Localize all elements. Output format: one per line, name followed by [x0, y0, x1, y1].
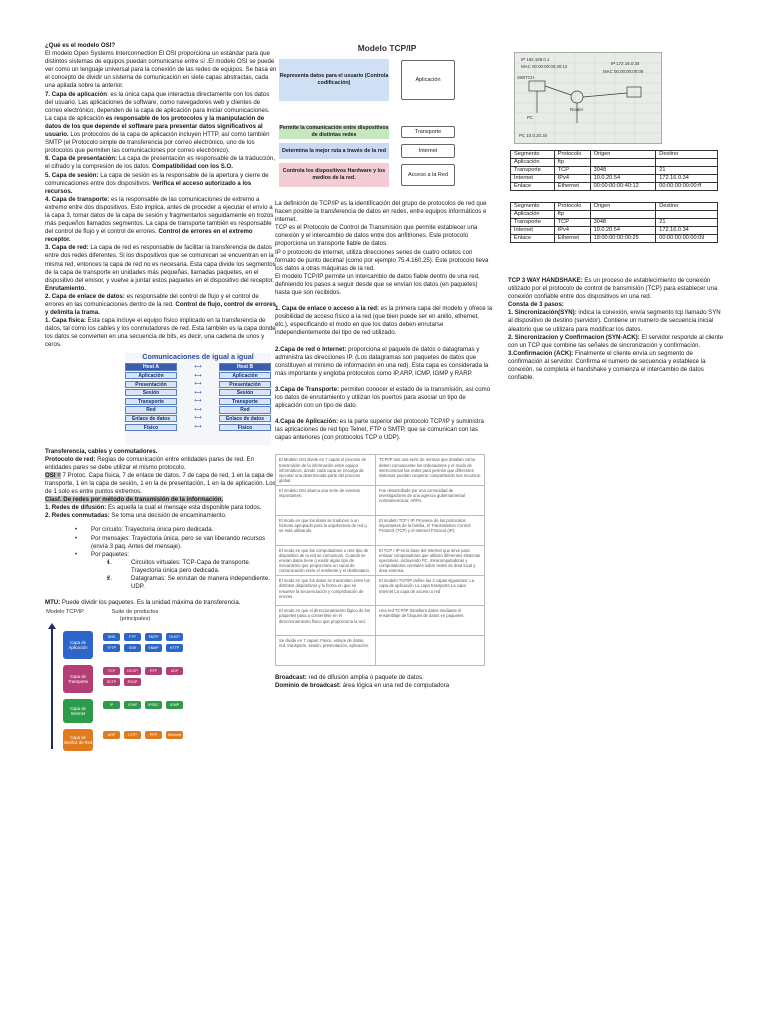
model-row: [279, 124, 455, 140]
table-row: [276, 545, 485, 575]
table-row: [511, 167, 718, 175]
suite-protocol: ICMP: [124, 701, 141, 709]
peer-layer-left: Transporte: [125, 398, 177, 405]
suite-protocol: IPSEC: [145, 701, 162, 709]
table-cell: El modo en que los datos se traducen a un formato apropiado para la arquitectura de red q se está utilizando: [276, 515, 376, 545]
table-cell: Internet: [511, 175, 555, 183]
column-handshake: [508, 52, 724, 382]
suite-protocol: ARP: [103, 731, 120, 739]
table-row: [276, 485, 485, 515]
table-cell: [590, 211, 656, 219]
peer-layer-row: [125, 397, 271, 406]
suite-protocol: SSH: [124, 644, 141, 652]
svg-text:MAC 00:00:00:00:40:12: MAC 00:00:00:00:40:12: [521, 64, 568, 69]
model-row-description: Representa datos para el usuario (Controla codificación): [279, 59, 389, 101]
model-row-layer: Transporte: [401, 126, 455, 138]
table-header: Protocolo: [554, 151, 590, 159]
table-header: Protocolo: [554, 203, 590, 211]
svg-text:PC: PC: [527, 115, 534, 120]
table-header: Segmento: [511, 203, 555, 211]
table-cell: IPv4: [554, 175, 590, 183]
list-item: • 2. Datagramas: Se enrutan de manera independiente. UDP.: [107, 575, 277, 591]
suite-protocol: IGMP: [166, 701, 183, 709]
table-cell: TCP: [554, 167, 590, 175]
layer4-paragraph: 4. Capa de transporte: es la responsable de las comunicaciones de extremo a extremo entre dos dispositivos. Esto implica, antes de proceder a ejecutar el envío a la capa 3, tomar datos de la capa de sesión y fragmentarlos seguidamente en trozos más pequeños llamados segmentos. La capa de transporte también es responsable del control de flujo y el control de errores. Control de errores en el extremo receptor.: [45, 195, 274, 244]
peer-arrow-icon: ⟷: [194, 406, 202, 413]
tcpip-layer2: 2.Capa de red o Internet: proporciona el paquete de datos o datagramas y administra las direcciones IP. (Los datagramas son paquetes de datos que constituyen el mínimo de información en una red). Esta capa es considerada la más importante y engloba protocolos como IP,ARP, ICMP, IGMP y RARP.: [275, 345, 489, 377]
table-cell: Fue desarrollado por una comunidad de investigadores de una agencia gubernamental norteamericana: ARPA.: [376, 485, 485, 515]
tcpip-layer1: 1. Capa de enlace o acceso a la red: es la primera capa del modelo y ofrece la posibilidad de acceso físico a la red (que bien puede ser en anillo, ethernet, etc.), especificando el modo en que los datos deben enrutarse independientemente del tipo de red utilizado.: [275, 305, 493, 337]
peer-layer-row: [125, 414, 271, 423]
segments-table-2: [510, 202, 718, 243]
classification-heading: Clasf. De redes por método de transmisión de la información.: [45, 496, 224, 504]
syn-step: 1. Sincronización(SYN): indica la conexión, envía segmento tcp llamado SYN al dispositivo de destino (servidor). Contiene un numero de secuencia inicial aleatorio que se utilizara para modificar los datos.: [508, 309, 721, 333]
switched-networks: 2. Redes conmutadas: Se toma una decisión de encaminamiento.: [45, 512, 227, 520]
suite-model-title: Modelo TCP/IP: [46, 609, 84, 616]
layer1-bold-cont: Transferencia, cables y conmutadores.: [45, 447, 158, 455]
host-b-label: Host B: [219, 363, 271, 370]
suite-protocol: SNMP: [145, 644, 162, 652]
suite-products-title: Suite de productos (principales): [111, 609, 159, 622]
peer-arrow-icon: ⟷: [194, 415, 202, 422]
suite-arrow-head-icon: [48, 623, 56, 629]
peer-layer-left: Aplicación: [125, 372, 177, 379]
table-cell: Enlace: [511, 183, 555, 191]
packet-types-list: [107, 559, 277, 591]
table-cell: 172.16.0.34: [656, 227, 718, 235]
table-row: [276, 515, 485, 545]
table-cell: 00:00:00:00:00:ff: [656, 183, 718, 191]
list-item: • 1. Circuitos virtuales: TCP-Capa de transporte. Trayectoria única pero dedicada.: [107, 559, 277, 575]
suite-layer: Capa de Internet: [63, 699, 93, 723]
osi-vs-tcpip-table: [275, 454, 485, 666]
table-row: [511, 159, 718, 167]
table-cell: 21: [656, 167, 718, 175]
tcpip-layer4: 4.Capa de Aplicación: es la parte superior del protocolo TCP/IP y suministra las aplicaciones de red tipo Telnet, FTP o SMTP, que se comunican con las capas anteriores (con protocolos TCP o UDP).: [275, 418, 484, 442]
peer-layer-row: [125, 380, 271, 389]
broadcast-paragraph: Broadcast: red de difusión amplia o paquete de datos.: [275, 674, 424, 682]
table-cell: El Modelo OSI divide en 7 capas el proceso de transmisión de la información entre equipo informáticos, donde cada capa se encarga de ejecutar una determinada parte del proceso global.: [276, 455, 376, 485]
suite-protocol: DHCP: [166, 633, 183, 641]
table-cell: 172.16.0.34: [656, 175, 718, 183]
ip-definition: IP o protocolo de internet, utiliza direcciones series de cuatro octetos con formato de punto decimal (como por ejemplo 75.4.160.25). Este protocolo lleva los datos a otras máquinas de la red.: [275, 248, 489, 272]
model-row-layer: Internet: [401, 144, 455, 158]
table-cell: 21: [656, 219, 718, 227]
svg-text:Router: Router: [570, 107, 584, 112]
table-cell: El modo en que las computadoras u otro tipo de dispositivo de la red se comunican. Cuando se envían datos tiene q existir algún tipo de mecanismo que proporcione un canal de comunicación entre el remitente y el destinatario.: [276, 545, 376, 575]
suite-axis-arrow: [51, 627, 53, 749]
peer-layer-right: Sesión: [219, 389, 271, 396]
model-row-layer: Aplicación: [401, 60, 455, 100]
peer-layer-left: Sesión: [125, 389, 177, 396]
peer-layer-right: Físico: [219, 424, 271, 431]
peer-layer-left: Presentación: [125, 381, 177, 388]
table-cell: Aplicación: [511, 211, 555, 219]
layer3-paragraph: 3. Capa de red: La capa de red es responsable de facilitar la transferencia de datos entre dos redes diferentes. Si los dispositivos que se comunican se encuentran en la misma red, entonces la capa de red no es necesaria. Esta capa divide los segmentos de la capa de transporte en unidades más pequeñas, llamadas paquetes, en el dispositivo del emisor, y vuelve a juntar estos paquetes en el dispositivo del receptor. Enrutamiento.: [45, 244, 276, 292]
peer-layer-row: [125, 388, 271, 397]
table-cell: ftp: [554, 211, 590, 219]
table-header-row: [511, 151, 718, 159]
table-cell: El modelo OSI abarca una serie de eventos importantes:: [276, 485, 376, 515]
table-row: [511, 211, 718, 219]
ack-step: 3.Confirmación (ACK): Finalmente el cliente envía un segmento de confirmación al servidor. Confirma el numero de secuencia y establece la conexión, se completa el handshake y comienza el intercambio de datos confiable.: [508, 349, 706, 382]
table-row: [511, 235, 718, 243]
peer-layer-row: [125, 371, 271, 380]
table-cell: Enlace: [511, 235, 555, 243]
layer2-paragraph: 2. Capa de enlace de datos: es responsable del control de flujo y el control de errores en las comunicaciones dentro de la red. Control de flujo, control de errores y delimita la trama.: [45, 292, 276, 317]
table-cell: TCP/IP son una serie de normas que detallan cómo deben comunicarse los ordenadores y el modo de interconectar las redes para permitir que diferentes sistemas puedan cooperar compartiendo sus recursos.: [376, 455, 485, 485]
suite-protocol: UDP: [166, 667, 183, 675]
suite-protocol: L2TP: [124, 731, 141, 739]
suite-protocol: Ethernet: [167, 733, 182, 738]
suite-protocol: PPP: [145, 731, 162, 739]
model-row: [279, 162, 455, 188]
layer6-paragraph: 6. Capa de presentación: La capa de presentación es responsable de la traducción, el cifrado y la compresión de los datos. Compatibilidad con los S.O.: [45, 155, 276, 171]
table-row: [276, 606, 485, 636]
tcpip-model-diagram: [279, 44, 455, 194]
table-cell: 3048: [590, 219, 656, 227]
svg-text:IP 192.168.0.1: IP 192.168.0.1: [521, 57, 550, 62]
table-header: Origen: [590, 203, 656, 211]
tcp-definition: TCP es el Protocolo de Control de Transmisión que permite establecer una conexión y el intercambio de datos entre dos anfitriones. Este protocolo proporciona un transporte fiable de datos.: [275, 224, 478, 248]
peer-layer-left: Enlace de datos: [125, 415, 177, 422]
syn-ack-step: 2. Sincronizacion y Confirmacion (SYN-ACK): El servidor responde al cliente con un TCP que combine las señales de sincronización y confirmación.: [508, 333, 724, 349]
peer-arrow-icon: ⟷: [194, 363, 202, 370]
column-osi: [45, 42, 277, 755]
table-cell: Ethernet: [554, 183, 590, 191]
peer-arrow-icon: ⟷: [194, 389, 202, 396]
peer-layer-row: [125, 406, 271, 415]
network-sketch-photo: [514, 52, 662, 144]
switching-types-list: [75, 526, 277, 591]
suite-protocol: HTTP: [166, 644, 183, 652]
broadcast-domain-paragraph: Dominio de broadcast: área lógica en una red de computadora: [275, 682, 450, 690]
broadcast-networks: 1. Redes de difusión: Es aquella la cual el mensaje esta disponible para todos.: [45, 504, 262, 512]
table-cell: El modelo TCP/IP define las 4 capas siguientes: La capa de aplicación La capa transporte La capa Internet La capa de acceso a red: [376, 576, 485, 606]
svg-text:SWITCH: SWITCH: [517, 75, 535, 80]
tcpip-exchange: El modelo TCP/IP permite un intercambio de datos fiable dentro de una red, definiendo los pasos a seguir desde que se envían los datos (en paquetes) hasta que son recibidos.: [275, 272, 480, 297]
model-row: [279, 58, 455, 102]
table-row: [511, 183, 718, 191]
table-cell: [590, 159, 656, 167]
model-row: [279, 142, 455, 160]
peer-layer-row: [125, 423, 271, 432]
table-header: Destino: [656, 151, 718, 159]
suite-layer: Capa de Transporte: [63, 665, 93, 693]
table-row: [511, 227, 718, 235]
suite-protocol: SCTP: [103, 678, 120, 686]
table-cell: 10.0.20.54: [590, 227, 656, 235]
table-row: [276, 576, 485, 606]
tcpip-suite-diagram: [45, 609, 199, 755]
table-cell: 00:00:00:00:00:09: [656, 235, 718, 243]
tcpip-definition: La definición de TCP/IP es la identificación del grupo de protocolos de red que hacen posible la transferencia de datos en redes, entre equipos informáticos e internet.: [275, 200, 487, 224]
suite-protocol: DCCP: [124, 667, 141, 675]
table-cell: Ethernet: [554, 235, 590, 243]
table-cell: Aplicación: [511, 159, 555, 167]
table-cell: [656, 211, 718, 219]
column-tcpip: [275, 42, 493, 691]
table-cell: 00:00:00:00:40:12: [590, 183, 656, 191]
table-cell: 18:00:00:00:00:25: [590, 235, 656, 243]
svg-text:IP 172.16.0.34: IP 172.16.0.34: [611, 61, 640, 66]
peer-layer-left: Físico: [125, 424, 177, 431]
svg-text:PC 10.0.20.34: PC 10.0.20.34: [519, 133, 548, 138]
model-title: Modelo TCP/IP: [357, 43, 417, 53]
table-cell: Transporte: [511, 219, 555, 227]
handshake-steps-heading: Consta de 3 pasos:: [508, 301, 564, 309]
table-cell: Se divide en 7 capas: Físico, enlace de datos, red, transporte, sesión, presentación, aplicación.: [276, 636, 376, 666]
segments-table-1: [510, 150, 718, 191]
osi-intro: El modelo Open Systems Interconnection El OSI proporciona un estándar para que distintos sistemas de equipos puedan comunicarse entre sí .El modelo OSI se puede ver como un lenguaje universal para la conexión de las redes de equipos. Se basa en el concepto de dividir un sistema de comunicación en siete capas abstractas, cada una apilada sobre la anterior.: [45, 50, 277, 90]
table-cell: Una red TCP/IP transfiere datos mediante el ensamblaje de bloques de datos en paquetes.: [376, 606, 485, 636]
table-cell: El modelo TCP / IP. Proviene de los protocolos importantes de la familia, el Transmission Control Protocol (TCP) y el Internet Protocol (IP).: [376, 515, 485, 545]
table-cell: [376, 636, 485, 666]
peer-arrow-icon: ⟷: [194, 372, 202, 379]
table-row: [511, 219, 718, 227]
table-cell: ftp: [554, 159, 590, 167]
handshake-definition: TCP 3 WAY HANDSHAKE: Es un proceso de establecimiento de conexión utilizado por el protocolo de control de transmisión (TCP) para establecer una conexión confiable entre dos dispositivos en una red.: [508, 277, 718, 301]
suite-protocol: RSVP: [124, 678, 141, 686]
peer-arrow-icon: ⟷: [194, 398, 202, 405]
model-row-layer: Acceso a la Red: [401, 164, 455, 186]
peer-communication-diagram: [125, 353, 271, 445]
peer-layer-right: Presentación: [219, 381, 271, 388]
peer-layer-right: Red: [219, 406, 271, 413]
peer-layer-left: Red: [125, 406, 177, 413]
suite-protocol: RTP: [145, 667, 162, 675]
peer-arrow-icon: ⟷: [194, 381, 202, 388]
table-row: [276, 636, 485, 666]
peer-diagram-title: Comunicaciones de igual a igual: [142, 351, 254, 361]
suite-protocol: DNS: [103, 633, 120, 641]
list-item: • Por mensajes: Trayectoria única, pero se van liberando recursos (envía 3 paq. Antes del mensaje).: [75, 535, 277, 551]
table-cell: 10.0.20.54: [590, 175, 656, 183]
tcpip-layer3: 3.Capa de Transporte: permiten conocer el estado de la transmisión, así como los datos de enrutamiento y utilizan los puertos para asociar un tipo de aplicación con un tipo de dato.: [275, 385, 491, 410]
table-cell: IPv4: [554, 227, 590, 235]
protocol-paragraph: Protocolo de red: Reglas de comunicación entre entidades pares de red. En entidades pares se debe utilizar el mismo protocolo.: [45, 455, 254, 471]
table-cell: El modo en que los datos se transmiten entre los distintos dispositivos y la forma en que se resuelve la secuenciación y comprobación de errores: [276, 576, 376, 606]
table-cell: El TCP / IP es la base del Internet que sirve para enlazar computadoras que utilizan diferentes sistemas operativos, incluyendo PC, minicomputadoras y computadoras centrales sobre redes de área local y área extensa.: [376, 545, 485, 575]
peer-host-row: [125, 363, 271, 372]
suite-protocol: IP: [103, 701, 120, 709]
peer-arrow-icon: ⟷: [194, 424, 202, 431]
suite-protocol: FTP: [124, 633, 141, 641]
model-row-description: Determina la mejor ruta a través de la red: [279, 143, 389, 159]
list-item: • Por circuito: Trayectoria única pero dedicada.: [75, 526, 277, 534]
suite-protocol: TCP: [103, 667, 120, 675]
suite-protocol: SMTP: [145, 633, 162, 641]
table-header-row: [511, 203, 718, 211]
svg-text:MAC 00:00:00:00:09: MAC 00:00:00:00:09: [603, 69, 644, 74]
layer7-paragraph: 7. Capa de aplicación: es la única capa que interactúa directamente con los datos del usuario. Las aplicaciones de software, como navegadores web y clientes de correo electrónico, dependen de la capa de aplicación para iniciar comunicaciones. La capa de aplicación es responsable de los protocolos y la manipulación de datos de los que depende el software para presentar datos significativos al usuario. Los protocolos de la capa de aplicación incluyen HTTP, así como también SMTP (el Protocolo simple de transferencia por correo electrónico, uno de los protocolos que permiten las comunicaciones por correo electrónico).: [45, 90, 270, 155]
list-item: • Por paquetes: • 1. Circuitos virtuales: TCP-Capa de transporte. Trayectoria única pero dedicada. • 2. Datagramas: Se enrutan de manera independiente. UDP.: [75, 551, 277, 591]
layer1-paragraph: 1. Capa física: Esta capa incluye el equipo físico implicado en la transferencia de datos, tal como los cables y los conmutadores de red. Esta también es la capa donde los datos se convierten en una secuencia de bits, es decir, una cadena de unos y ceros.: [45, 317, 276, 349]
table-row: [276, 455, 485, 485]
peer-layer-right: Transporte: [219, 398, 271, 405]
suite-layer: Capa de Aplicación: [63, 631, 93, 659]
table-cell: El modo en que el direccionamiento lógico de los paquetes pasa a convertirse en el direccionamiento físico que proporciona la red.: [276, 606, 376, 636]
table-row: [511, 175, 718, 183]
sketch-drawing: [515, 53, 662, 144]
table-header: Destino: [656, 203, 718, 211]
osi-heading: ¿Qué es el modelo OSI?: [45, 42, 116, 49]
suite-protocol: TFTP: [103, 644, 120, 652]
table-header: Origen: [590, 151, 656, 159]
peer-layer-right: Aplicación: [219, 372, 271, 379]
table-cell: Transporte: [511, 167, 555, 175]
model-row-description: Permite la comunicación entre dispositivos de distintas redes: [279, 125, 389, 138]
suite-layer: Capa de Interfaz de Red: [63, 729, 93, 751]
peer-layer-right: Enlace de datos: [219, 415, 271, 422]
layer5-paragraph: 5. Capa de sesión: La capa de sesión es la responsable de la apertura y cierre de comunicaciones entre dos dispositivos. Verifica el acceso autorizado a los recursos.: [45, 171, 269, 195]
table-cell: Internet: [511, 227, 555, 235]
table-header: Segmento: [511, 151, 555, 159]
table-cell: [656, 159, 718, 167]
mtu-paragraph: MTU: Puede dividir los paquetes. Es la unidad máxima de transferencia.: [45, 599, 241, 607]
table-cell: TCP: [554, 219, 590, 227]
table-cell: 3048: [590, 167, 656, 175]
host-a-label: Host A: [125, 363, 177, 370]
osi-protocol-count: OSI = 7 Protoc. Capa física, 7 de enlace de datos, 7 de capa de red, 1 en la capa de transporte, 1 en la capa de sesión, 1 en la de presentación, 1 en la de aplicación. Los de 1 solo es entre puntos extremos.: [45, 471, 276, 496]
model-row-description: Controla los dispositivos Hardware y los medios de la red.: [279, 163, 389, 187]
